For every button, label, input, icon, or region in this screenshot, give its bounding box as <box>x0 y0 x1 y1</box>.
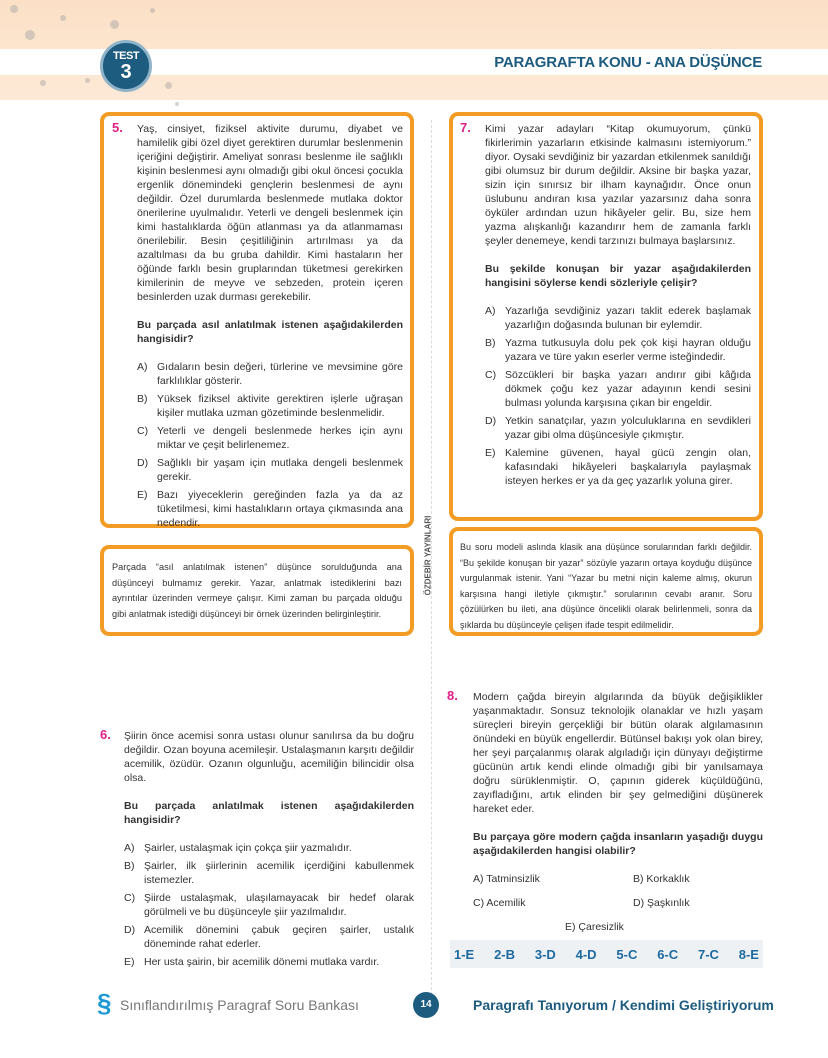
question-number: 6. <box>100 727 111 742</box>
option-letter: C) <box>124 892 136 904</box>
option-d[interactable] <box>124 923 414 951</box>
option-letter: C) <box>485 369 497 381</box>
option-letter: A) <box>124 842 135 854</box>
book-title: Sınıflandırılmış Paragraf Soru Bankası <box>120 997 359 1013</box>
answer-key <box>450 940 763 968</box>
question-8 <box>473 690 763 934</box>
answer-item: 5-C <box>616 946 638 962</box>
question-stem: Bu parçada anlatılmak istenen aşağıdakilerden hangisidir? <box>124 800 414 826</box>
option-text: Yetkin sanatçılar, yazın yolculuklarına en sevdikleri yazar gibi olma düşüncesiyle çıkmıştır. <box>505 415 751 441</box>
option-e[interactable] <box>485 446 751 488</box>
question-text: Modern çağda bireyin algılarında da büyük değişiklikler yaşanmaktadır. Sonsuz teknolojik olanaklar ve hızlı yaşam süreçleri bireyin gerçekliği bir bütün olarak algılamasının önündeki en büyük engellerdir. Bütünsel bakışı yok olan birey, her şeyi parçalanmış olarak algıladığı için dünyayı değiştirme gücünün artık kendi elinde olmadığı gibi bir yanılsamaya doğru sürüklenmiştir. O, çapının giderek küçüldüğünü, zayıfladığını, artık elinden bir şey gelmediğini düşünerek hareket eder. <box>473 691 763 815</box>
option-e[interactable] <box>124 955 414 969</box>
option-text: Kalemine güvenen, hayal gücü zengin olan, kafasındaki hikâyeleri başkalarıyla paylaşmak isteyen herkes er ya da geç yazarlık yoluna girer. <box>505 447 751 487</box>
option-letter: E) <box>137 489 148 501</box>
option-text: Şairler, ustalaşmak için çokça şiir yazmalıdır. <box>144 842 352 854</box>
question-stem: Bu şekilde konuşan bir yazar aşağıdakilerden hangisini söylerse kendi sözleriyle çelişir? <box>485 263 751 289</box>
page-title: PARAGRAFTA KONU - ANA DÜŞÜNCE <box>494 54 762 71</box>
question-number: 8. <box>447 688 458 703</box>
option-text: Sağlıklı bir yaşam için mutlaka dengeli beslenmek gerekir. <box>157 457 403 483</box>
option-text: Şairler, ilk şiirlerinin acemilik içerdiğini kabullenmek istemezler. <box>144 860 414 886</box>
option-b[interactable] <box>485 336 751 364</box>
answer-item: 7-C <box>697 946 719 962</box>
option-a[interactable] <box>137 360 403 388</box>
question-text: Şiirin önce acemisi sonra ustası olunur sanılırsa da bu doğru değildir. Ozan boyuna acemileşir. Ustalaşmanın karşıtı değildir acemilik, özüdür. Ozanın olgunluğu, acemiliğin bilincidir olsa olsa. <box>124 730 414 784</box>
option-c[interactable] <box>137 424 403 452</box>
option-letter: B) <box>124 860 135 872</box>
question-5 <box>137 122 403 534</box>
option-d[interactable]: D) Şaşkınlık <box>633 897 690 909</box>
question-number: 7. <box>460 120 471 135</box>
option-a[interactable]: A) Tatminsizlik <box>473 873 540 885</box>
option-letter: C) <box>137 425 149 437</box>
badge-number: 3 <box>120 61 132 83</box>
option-c[interactable] <box>485 368 751 410</box>
option-b[interactable]: B) Korkaklık <box>633 873 690 885</box>
answer-item: 1-E <box>454 946 475 962</box>
option-text: Acemilik dönemini çabuk geçiren şairler, ustalık döneminde rahat ederler. <box>144 924 414 950</box>
option-text: Şiirde ustalaşmak, ulaşılamayacak bir hedef olarak görülmeli ve bu düşünceyle şiir yazılmalıdır. <box>144 892 414 918</box>
answer-item: 4-D <box>575 946 597 962</box>
option-c[interactable] <box>124 891 414 919</box>
option-b[interactable] <box>137 392 403 420</box>
option-letter: B) <box>137 393 148 405</box>
option-letter: E) <box>485 447 496 459</box>
test-badge <box>100 40 152 92</box>
option-text: Yüksek fiziksel aktivite gerektiren işlerle uğraşan kişiler mutlaka uzman gözetiminde beslenmelidir. <box>157 393 403 419</box>
publisher-logo <box>418 470 438 640</box>
question-6 <box>124 729 414 973</box>
answer-item: 3-D <box>534 946 556 962</box>
section-sign-icon: § <box>97 988 112 1018</box>
option-text: Bazı yiyeceklerin gereğinden fazla ya da az tüketilmesi, kimi hastalıkların ortaya çıkmasında ana nedendir. <box>157 489 403 529</box>
question-text: Yaş, cinsiyet, fiziksel aktivite durumu, diyabet ve hamilelik gibi özel diyet gerektiren durumlar beslenmenin içeriğini değiştirir. Ameliyat sonrası beslenme ile sağlıklı kişinin beslenmesi aynı olmadığı gibi okul öncesi çocukla ergenlik dönemindeki gençlerin beslenmesi de aynı değildir. Özel durumlarda beslenmede mutlaka doktor önerilerine uyulmalıdır. Yeterli ve dengeli beslenmek için kimi hastalıklarda öğün atlanması ya da atlanmaması önerilebilir. Besin çeşitliliğinin artırılması ya da azaltılması da bu gruba dahildir. Kimi hastaların her öğünde farklı besin gruplarından tüketmesi gerekirken kimilerinin de meyve ve sebzeden, protein içeren besinlerden uzak durması gerekebilir. <box>137 123 403 303</box>
option-c[interactable]: C) Acemilik <box>473 897 526 909</box>
page-number: 14 <box>413 992 439 1018</box>
option-d[interactable] <box>485 414 751 442</box>
option-a[interactable] <box>124 841 414 855</box>
option-text: Her usta şairin, bir acemilik dönemi mutlaka vardır. <box>144 956 380 968</box>
badge-label: TEST <box>112 50 140 62</box>
option-text: Yeterli ve dengeli beslenmede herkes için aynı miktar ve çeşit belirlenemez. <box>157 425 403 451</box>
publisher-name: ÖZDEBİR YAYINLARI <box>423 515 433 595</box>
option-text: Yazma tutkusuyla dolu pek çok kişi hayran olduğu yazara ve türe yakın eserler verme isteğindedir. <box>505 337 751 363</box>
option-e[interactable]: E) Çaresizlik <box>565 921 624 933</box>
question-stem: Bu parçaya göre modern çağda insanların yaşadığı duygu aşağıdakilerden hangisi olabilir? <box>473 831 763 857</box>
series-title: Paragrafı Tanıyorum / Kendimi Geliştiriyorum <box>473 997 774 1013</box>
answer-item: 2-B <box>494 946 516 962</box>
option-letter: B) <box>485 337 496 349</box>
question-text: Kimi yazar adayları “Kitap okumuyorum, çünkü fikirlerimin yazarların etkisinde kalmasını istemiyorum.” diyor. Oysaki sevdiğiniz bir yazardan etkilenmek sanıldığı gibi olumsuz bir durum değildir. Aksine bir başka yazar, sizin için sınırsız bir ilham kaynağıdır. Önce onun üslubunu andıran kısa yazılar yazarsınız daha sonra öyküler ardından uzun hikâyeler gelir. Bu, size hem yazma alışkanlığı kazandırır hem de zamanla farklı şeyler denemeye, kendi tarzınızı bulmaya başlarsınız. <box>485 123 751 247</box>
option-text: Gıdaların besin değeri, türlerine ve mevsimine göre farklılıklar gösterir. <box>157 361 403 387</box>
option-letter: D) <box>485 415 497 427</box>
info-text-right: Bu soru modeli aslında klasik ana düşünce sorularından farklı değildir. “Bu şekilde konuşan bir yazar” sözüyle yazarın ortaya koyduğu düşünce vurgulanmak istenir. Yani “Yazar bu metni niçin kaleme almış, okurun karşısına hangi iletiyle çıkmıştır.” sorularının cevabı aranır. Soru çözülürken bu ileti, ana düşünce öncelikli olarak belirlenmeli, sonra da şıklarda bu düşünceyle çelişen ifade tespit edilmelidir. <box>460 542 752 630</box>
answer-item: 8-E <box>738 946 759 962</box>
option-letter: D) <box>124 924 136 936</box>
answer-item: 6-C <box>657 946 679 962</box>
question-number: 5. <box>112 120 123 135</box>
option-b[interactable] <box>124 859 414 887</box>
option-letter: A) <box>485 305 496 317</box>
question-7 <box>485 122 751 492</box>
option-d[interactable] <box>137 456 403 484</box>
option-text: Yazarlığa sevdiğiniz yazarı taklit ederek başlamak yazarlığın doğasında bulunan bir eylemdir. <box>505 305 751 331</box>
option-letter: E) <box>124 956 135 968</box>
info-text-left: Parçada “asıl anlatılmak istenen” düşünce sorulduğunda ana düşünceyi bulmamız gerekir. Yazar, anlatmak istediklerini bazı ayrıntılar üzerinden vermeye çalışır. Kimi zaman bu parçada olduğu gibi anlatmak istediği düşünceyi bir örnek üzerinden belirginleştirir. <box>112 562 402 619</box>
question-stem: Bu parçada asıl anlatılmak istenen aşağıdakilerden hangisidir? <box>137 319 403 345</box>
option-a[interactable] <box>485 304 751 332</box>
option-e[interactable] <box>137 488 403 530</box>
option-letter: D) <box>137 457 149 469</box>
option-text: Sözcükleri bir başka yazarı andırır gibi kâğıda dökmek çoğu kez yazar adayının kendi sesini bulması yolunda karşısına çıkan bir engeldir. <box>505 369 751 409</box>
option-letter: A) <box>137 361 148 373</box>
